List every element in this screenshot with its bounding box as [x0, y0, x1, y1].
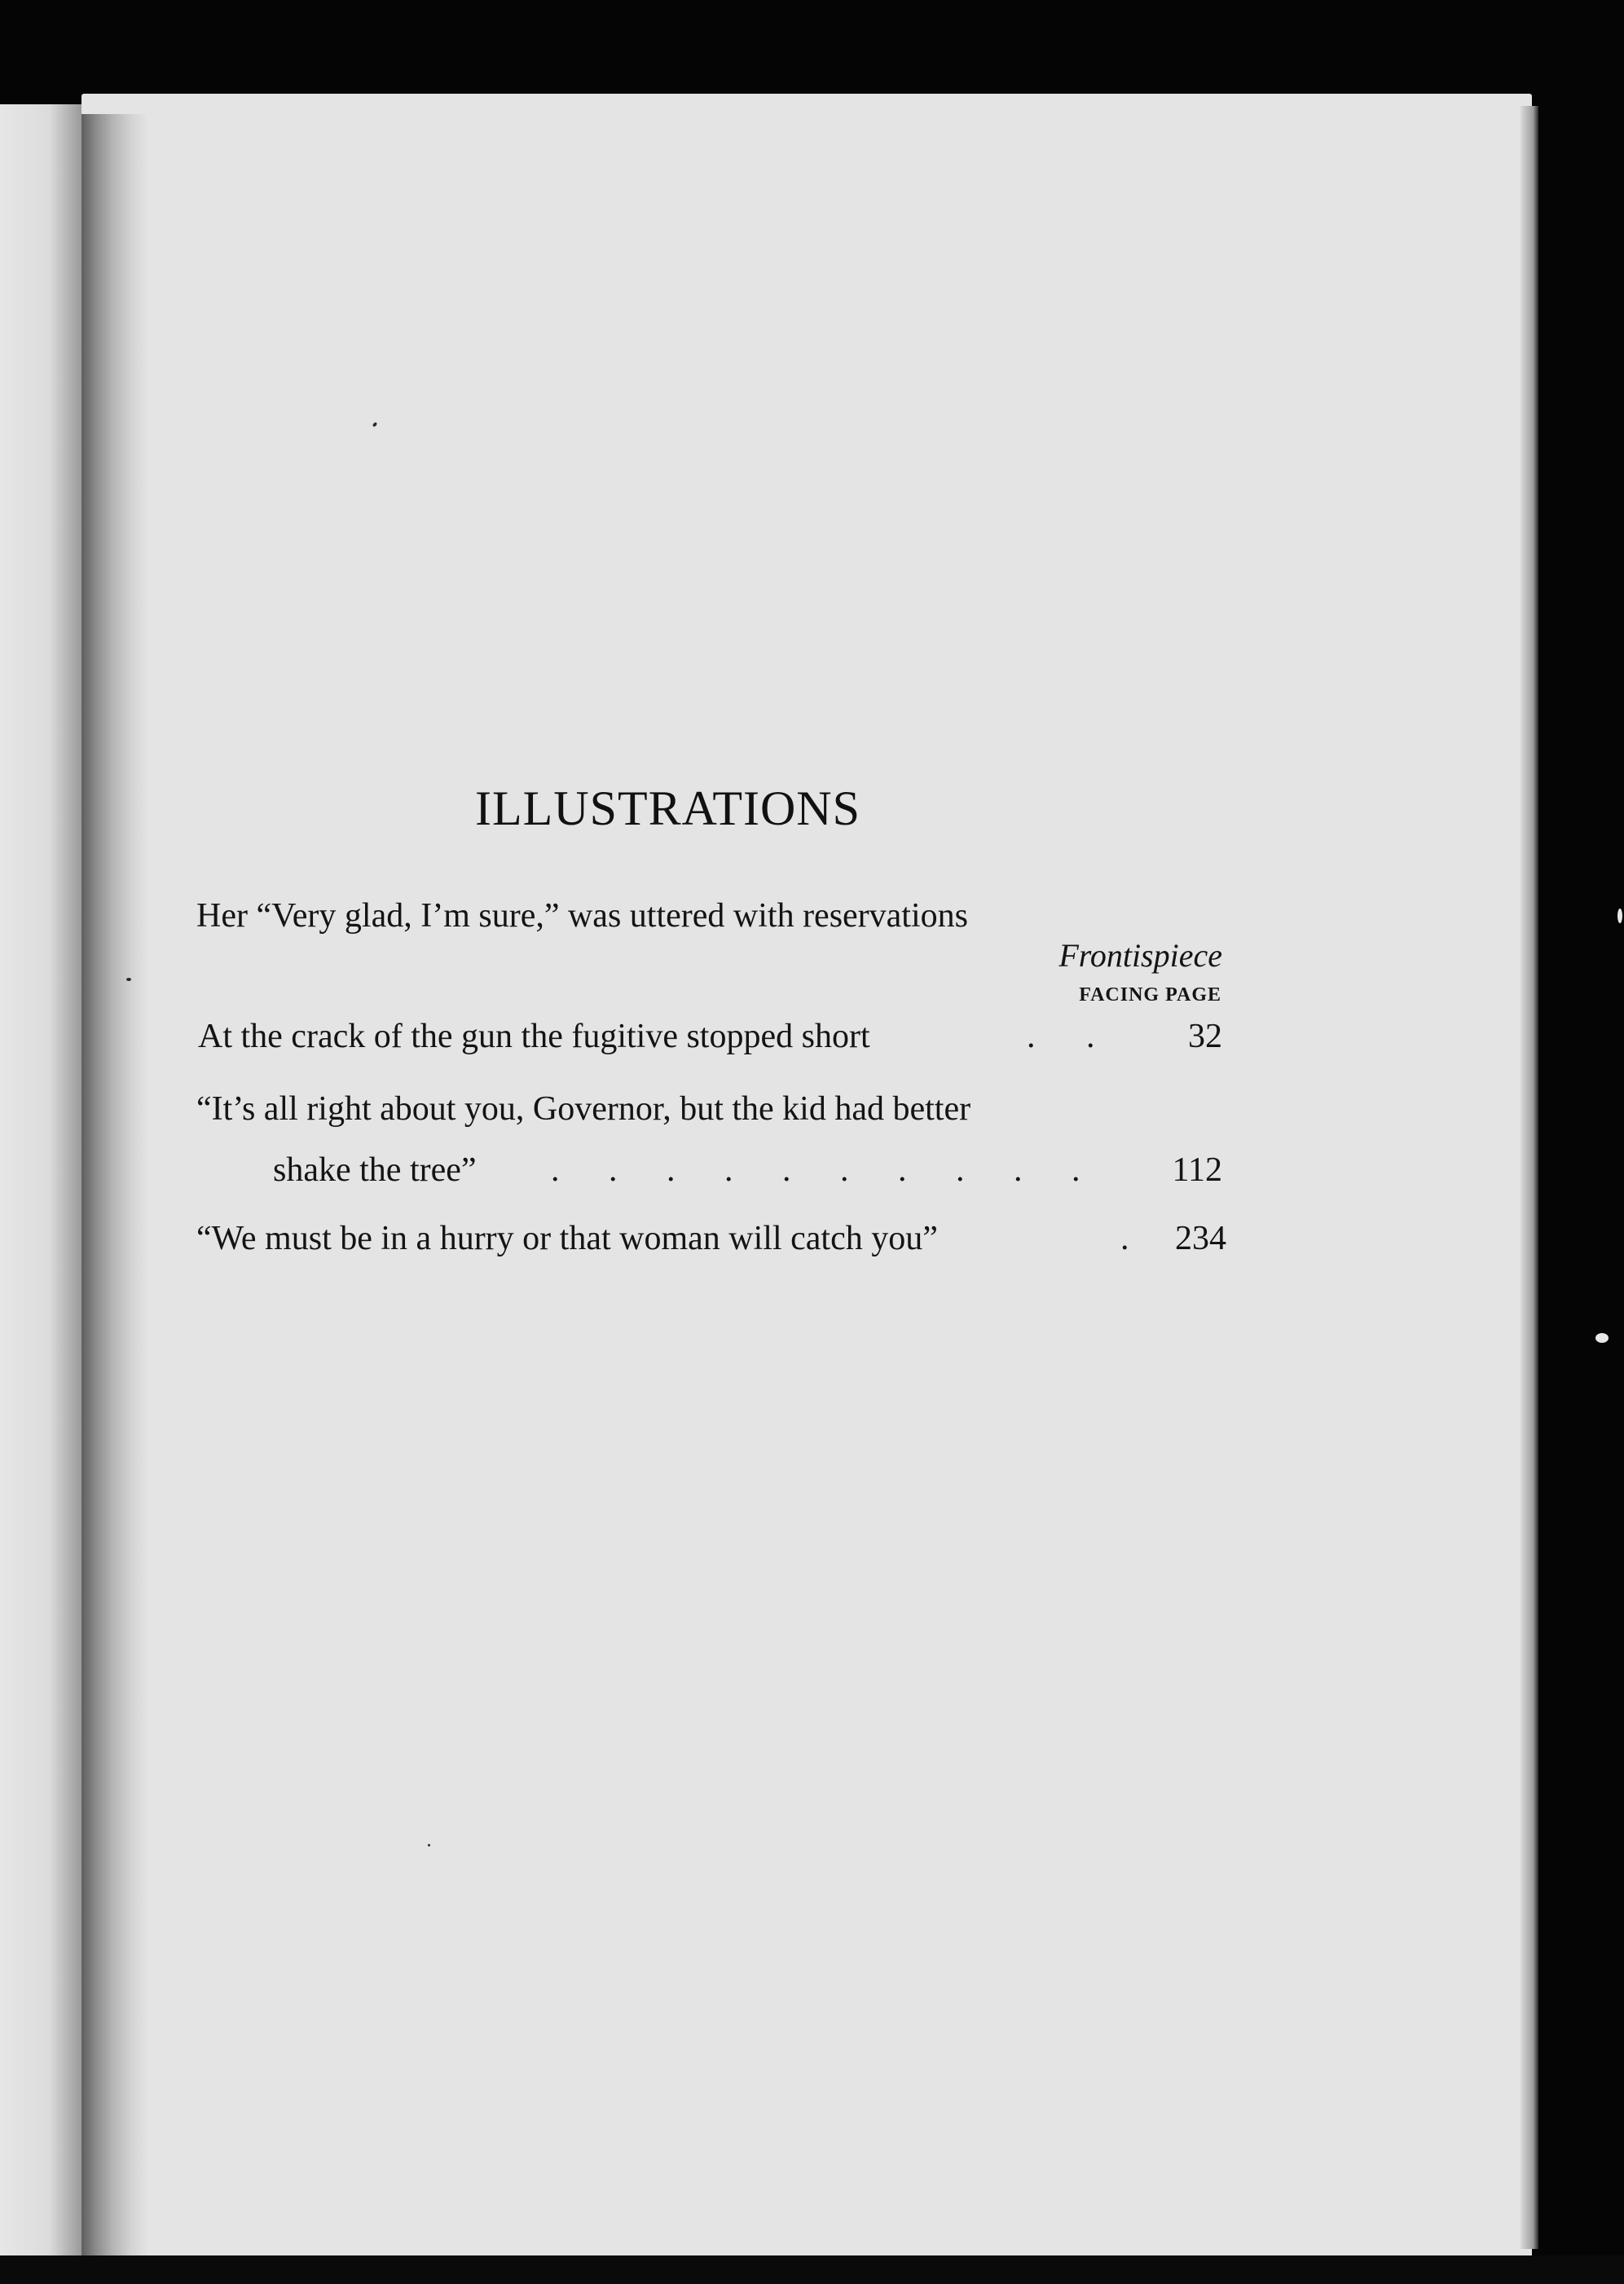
page-title: ILLUSTRATIONS: [475, 781, 860, 835]
illustration-caption: At the crack of the gun the fugitive stopped short: [198, 1018, 870, 1055]
illustration-page: Frontispiece: [1058, 937, 1222, 974]
illustration-caption: Her “Very glad, I’m sure,” was uttered with reservations: [196, 897, 968, 935]
illustration-page: 112: [1172, 1151, 1222, 1189]
facing-page-label: FACING PAGE: [1079, 984, 1221, 1006]
illustration-caption: shake the tree”: [273, 1151, 477, 1189]
illustration-caption: “We must be in a hurry or that woman will catch you”: [196, 1220, 938, 1257]
illustration-page: 32: [1188, 1018, 1222, 1055]
dot-leaders: . . . . . . . . . .: [551, 1151, 1080, 1189]
illustration-page: 234: [1175, 1220, 1226, 1257]
dot-leaders: .: [1120, 1220, 1129, 1257]
illustration-caption: “It’s all right about you, Governor, but the kid had better: [196, 1090, 971, 1128]
dot-leaders: . .: [1027, 1018, 1095, 1055]
